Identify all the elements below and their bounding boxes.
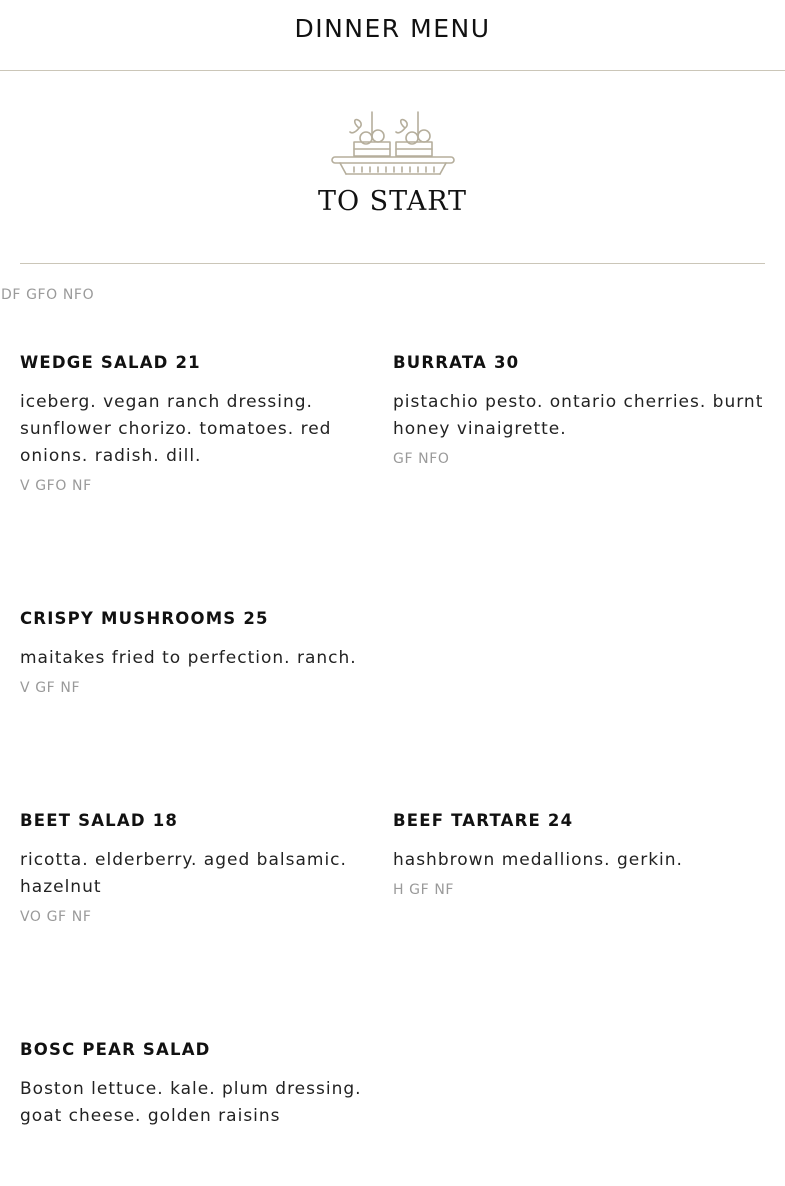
menu-item-dietary-tags: V GF NF	[20, 680, 81, 696]
page-title: DINNER MENU	[294, 14, 491, 43]
dietary-legend: DF GFO NFO	[1, 287, 95, 303]
menu-item-burrata	[393, 353, 765, 467]
menu-item-name: BEET SALAD 18	[20, 811, 179, 830]
menu-item-description: ricotta. elderberry. aged balsamic. hazelnut	[20, 850, 347, 897]
appetizer-plate-icon	[328, 108, 458, 180]
menu-item-dietary-tags: VO GF NF	[20, 909, 92, 925]
section-title: TO START	[317, 186, 468, 217]
menu-item-description: Boston lettuce. kale. plum dressing. goat cheese. golden raisins	[20, 1079, 362, 1126]
menu-item-dietary-tags: V GFO NF	[20, 478, 92, 494]
menu-item-wedge-salad	[20, 353, 380, 494]
menu-item-dietary-tags: H GF NF	[393, 882, 455, 898]
menu-item-description: iceberg. vegan ranch dressing. sunflower chorizo. tomatoes. red onions. radish. dill.	[20, 392, 332, 466]
menu-item-beet-salad	[20, 811, 380, 925]
menu-item-description: hashbrown medallions. gerkin.	[393, 850, 683, 870]
section-divider	[20, 263, 765, 264]
menu-item-name: BURRATA 30	[393, 353, 520, 372]
page-header	[0, 0, 785, 71]
menu-item-beef-tartare	[393, 811, 765, 898]
menu-item-description: pistachio pesto. ontario cherries. burnt honey vinaigrette.	[393, 392, 764, 439]
menu-item-description: maitakes fried to perfection. ranch.	[20, 648, 357, 668]
menu-item-bosc-pear-salad	[20, 1040, 380, 1130]
menu-item-name: BEEF TARTARE 24	[393, 811, 574, 830]
menu-item-dietary-tags: GF NFO	[393, 451, 450, 467]
menu-item-crispy-mushrooms	[20, 609, 380, 696]
menu-item-name: WEDGE SALAD 21	[20, 353, 201, 372]
menu-item-name: CRISPY MUSHROOMS 25	[20, 609, 269, 628]
menu-item-name: BOSC PEAR SALAD	[20, 1040, 211, 1059]
